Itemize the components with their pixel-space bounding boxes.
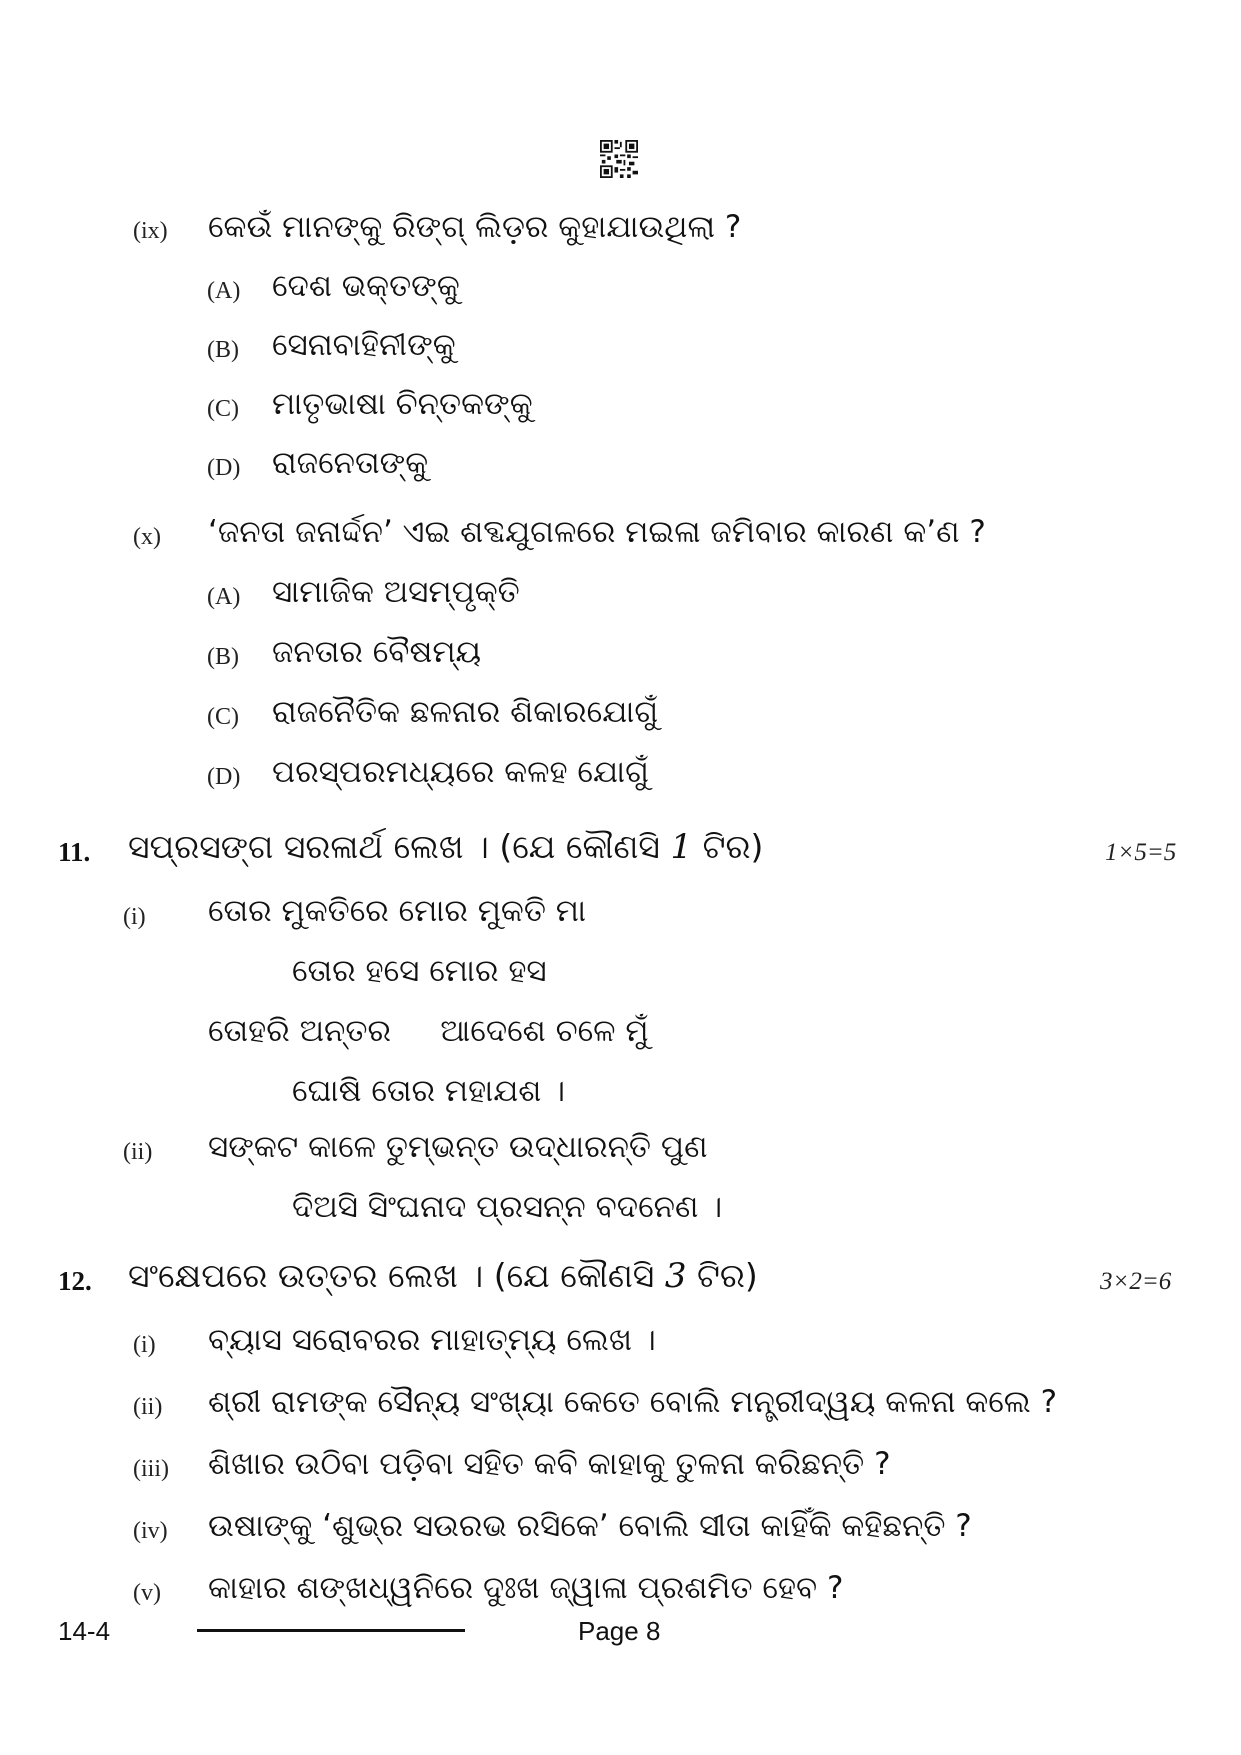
option-text: ସେନାବାହିନୀଙ୍କୁ xyxy=(272,327,456,363)
question-12-item-text: କାହାର ଶଙ୍ଖଧ୍ୱନିରେ ଦୁଃଖ ଜ୍ୱାଳା ପ୍ରଶମିତ ହେବ ? xyxy=(208,1570,844,1606)
question-11-count: 1 xyxy=(670,827,693,867)
question-12-count: 3 xyxy=(664,1256,687,1296)
question-12-item-text: ବ୍ୟାସ ସରୋବରର ମାହାତ୍ମ୍ୟ ଲେଖ । xyxy=(208,1322,656,1358)
question-x-label: (x) xyxy=(133,524,161,550)
option-text: ପରସ୍ପରମଧ୍ୟରେ କଳହ ଯୋଗୁଁ xyxy=(272,754,649,790)
option-label: (B) xyxy=(207,337,239,363)
qr-code-icon xyxy=(600,140,638,178)
verse-line: ତୋର ମୁକତିରେ ମୋର ମୁକତି ମା xyxy=(208,893,587,929)
option-label: (A) xyxy=(207,278,241,304)
verse-line: ତୋହରି ଅନ୍ତର ଆଦେଶେ ଚଳେ ମୁଁ xyxy=(208,1013,649,1049)
option-label: (C) xyxy=(207,704,239,730)
question-12-item-label: (iii) xyxy=(133,1456,169,1482)
verse-line: ତୋର ହସେ ମୋର ହସ xyxy=(292,953,547,989)
verse-line: ଦିଅସି ସିଂଘନାଦ ପ୍ରସନ୍ନ ବଦନେଣ । xyxy=(292,1189,723,1225)
question-11-marks: 1×5=5 xyxy=(1105,839,1177,866)
option-text: ରାଜନୈତିକ ଛଳନାର ଶିକାରଯୋଗୁଁ xyxy=(272,694,659,730)
question-12-number: 12. xyxy=(58,1266,92,1296)
question-11-i-label: (i) xyxy=(123,904,146,930)
question-12-suffix: ଟିର) xyxy=(696,1256,758,1295)
question-ix-label: (ix) xyxy=(133,218,168,244)
question-12-item-label: (iv) xyxy=(133,1518,168,1544)
question-12-item-label: (i) xyxy=(133,1332,156,1358)
question-11-ii-label: (ii) xyxy=(123,1139,153,1165)
option-label: (A) xyxy=(207,584,241,610)
question-11-heading-text: ସପ୍ରସଙ୍ଗ ସରଳାର୍ଥ ଲେଖ । (ଯେ କୌଣସି xyxy=(128,827,660,866)
question-12-item-label: (ii) xyxy=(133,1394,163,1420)
question-x-text: ‘ଜନତା ଜନାର୍ଦ୍ଦନ’ ଏଇ ଶବ୍ଦଯୁଗଳରେ ମଇଳା ଜମିବାର କାରଣ କ’ଣ ? xyxy=(208,514,986,550)
option-text: ସାମାଜିକ ଅସମ୍ପୃକ୍ତି xyxy=(272,574,520,610)
option-label: (D) xyxy=(207,455,241,481)
option-label: (B) xyxy=(207,644,239,670)
question-11-number: 11. xyxy=(58,837,91,867)
verse-line: ଘୋଷି ତୋର ମହାଯଶ । xyxy=(292,1073,566,1109)
question-12-item-text: ଶ୍ରୀ ରାମଙ୍କ ସୈନ୍ୟ ସଂଖ୍ୟା କେତେ ବୋଲି ମନ୍ତ୍ରୀଦ୍ୱୟ କଳନା କଲେ ? xyxy=(208,1384,1058,1420)
option-text: ଜନତାର ବୈଷମ୍ୟ xyxy=(272,634,482,670)
option-text: ରାଜନେତାଙ୍କୁ xyxy=(272,445,429,481)
question-11-suffix: ଟିର) xyxy=(702,827,764,866)
option-text: ଦେଶ ଭକ୍ତଙ୍କୁ xyxy=(272,268,460,304)
option-label: (C) xyxy=(207,396,239,422)
question-12-item-text: ଉଷାଙ୍କୁ ‘ଶୁଭ୍ର ସଉରଭ ରସିକେ’ ବୋଲି ସୀତା କାହିଁକି କହିଛନ୍ତି ? xyxy=(208,1508,972,1544)
question-12-heading xyxy=(128,1256,758,1296)
footer-divider xyxy=(197,1629,465,1632)
footer-code: 14-4 xyxy=(58,1616,111,1646)
option-text: ମାତୃଭାଷା ଚିନ୍ତକଙ୍କୁ xyxy=(272,386,533,422)
footer-page-number: Page 8 xyxy=(578,1616,661,1646)
question-ix-text: କେଉଁ ମାନଙ୍କୁ ରିଙ୍ଗ୍ ଲିଡ଼ର କୁହାଯାଉଥିଲା ? xyxy=(208,209,742,245)
question-12-heading-text: ସଂକ୍ଷେପରେ ଉତ୍ତର ଲେଖ । (ଯେ କୌଣସି xyxy=(128,1256,655,1295)
question-11-heading xyxy=(128,827,764,867)
verse-line: ସଙ୍କଟ କାଳେ ତୁମ୍ଭନ୍ତ ଉଦ୍ଧାରନ୍ତି ପୁଣ xyxy=(208,1129,708,1165)
option-label: (D) xyxy=(207,764,241,790)
question-12-item-label: (v) xyxy=(133,1580,161,1606)
question-12-item-text: ଶିଖାର ଉଠିବା ପଡ଼ିବା ସହିତ କବି କାହାକୁ ତୁଳନା କରିଛନ୍ତି ? xyxy=(208,1446,891,1482)
question-12-marks: 3×2=6 xyxy=(1100,1268,1172,1295)
